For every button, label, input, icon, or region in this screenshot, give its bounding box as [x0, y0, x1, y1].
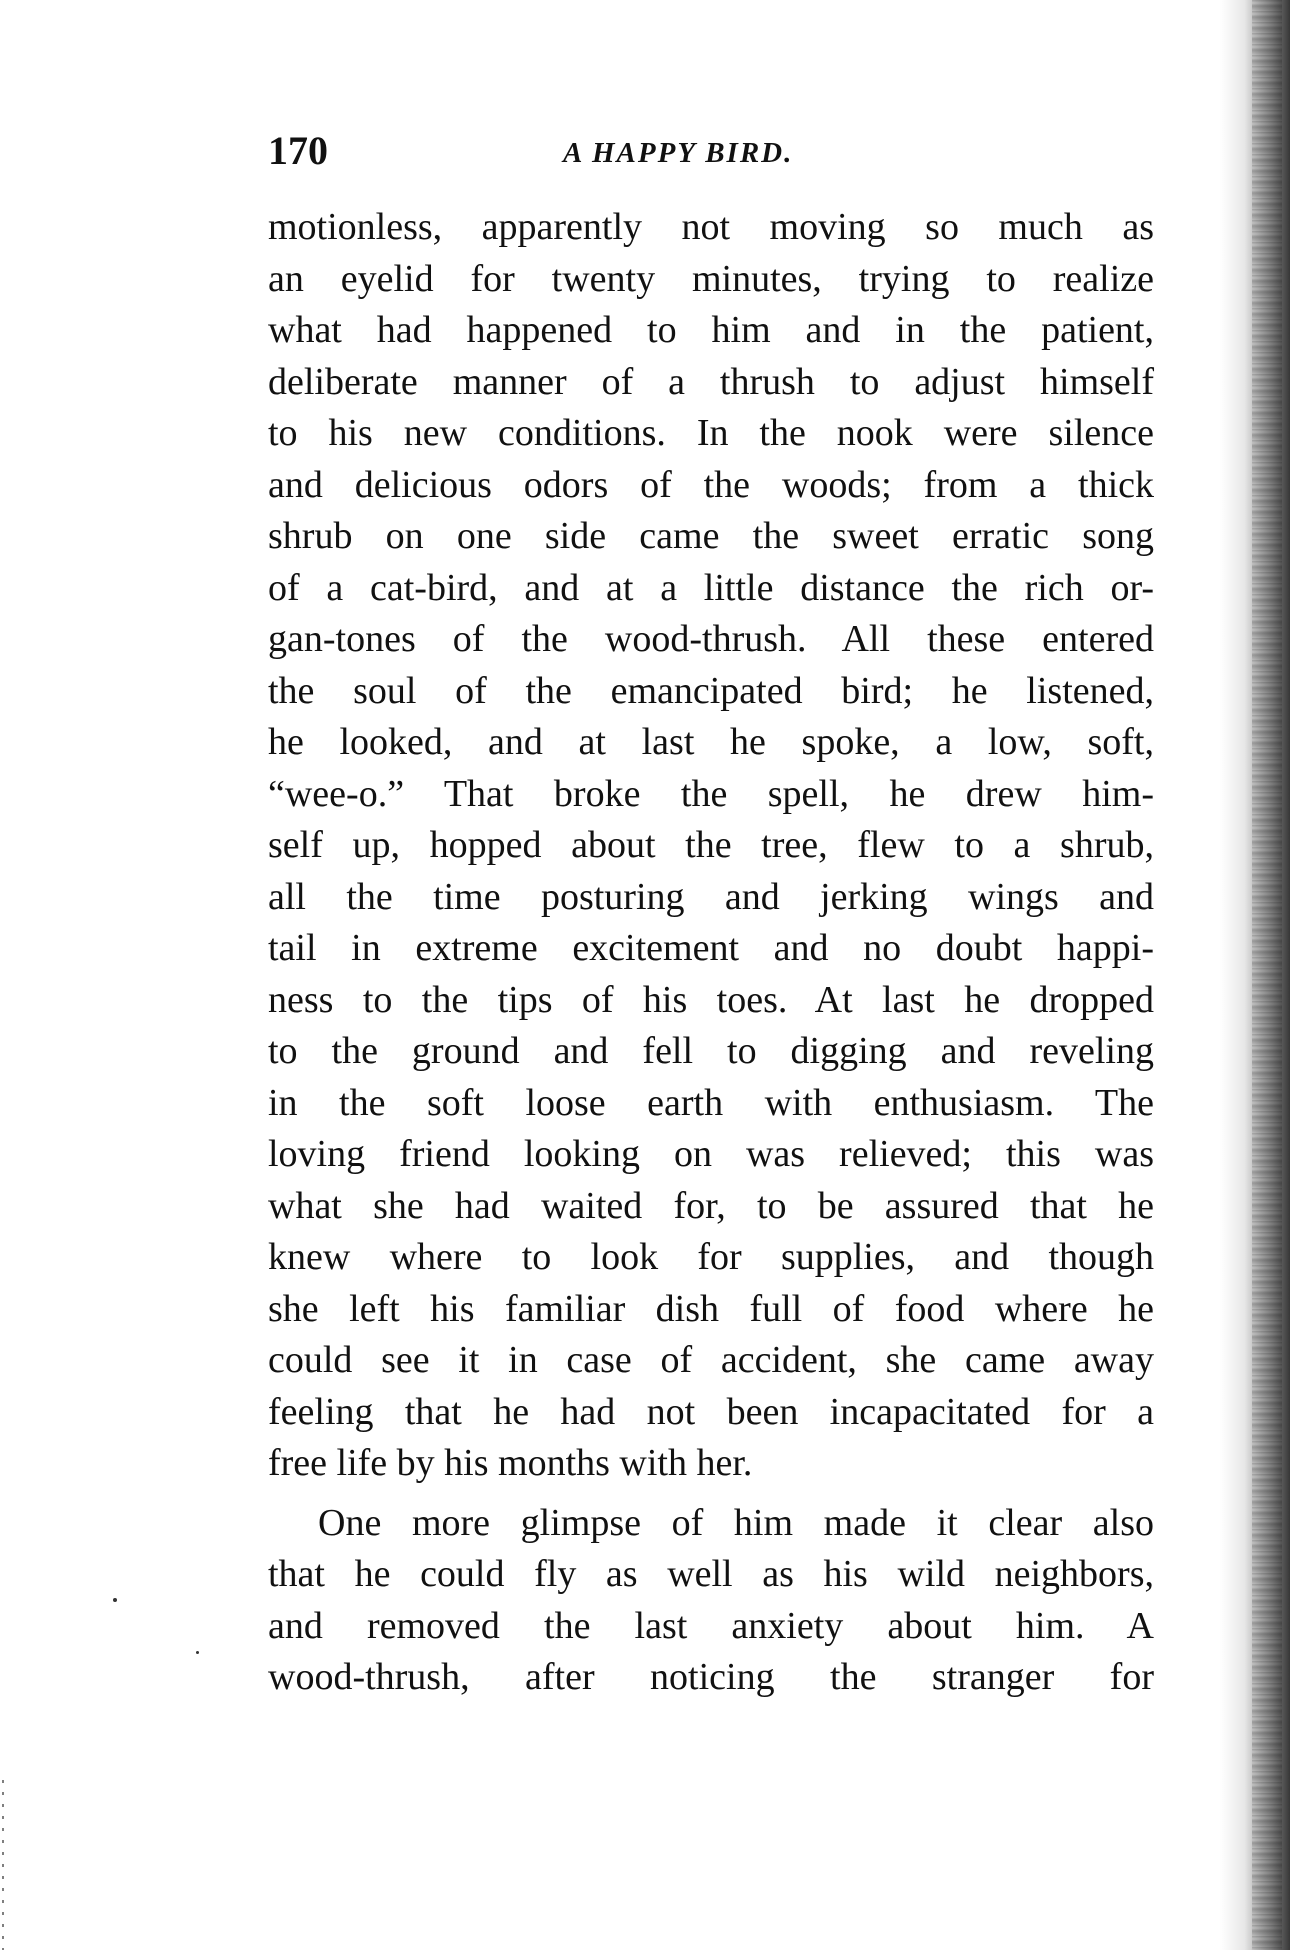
running-head — [268, 126, 1148, 176]
text-line: that he could fly as well as his wild neighbors, — [268, 1553, 1154, 1595]
paragraph-1 — [268, 202, 1154, 1490]
text-line: he looked, and at last he spoke, a low, soft, — [268, 721, 1154, 763]
text-line: shrub on one side came the sweet erratic song — [268, 515, 1154, 557]
text-line: free life by his months with her. — [268, 1442, 753, 1484]
text-line: wood-thrush, after noticing the stranger for — [268, 1656, 1154, 1698]
text-line: ness to the tips of his toes. At last he dropped — [268, 978, 1154, 1021]
text-line: loving friend looking on was relieved; this was — [268, 1133, 1154, 1175]
text-line: she left his familiar dish full of food where he — [268, 1287, 1154, 1330]
text-line: One more glimpse of him made it clear also — [318, 1501, 1154, 1544]
text-line: what had happened to him and in the patient, — [268, 309, 1154, 351]
running-title: A HAPPY BIRD. — [563, 137, 794, 169]
left-edge-marks — [2, 1780, 4, 1950]
paragraph-gap — [268, 1490, 1154, 1498]
text-line: the soul of the emancipated bird; he listened, — [268, 669, 1154, 712]
gutter-speckle — [1252, 0, 1282, 1950]
stray-mark — [113, 1598, 117, 1602]
text-line: “wee-o.” That broke the spell, he drew him- — [268, 772, 1154, 815]
text-line: tail in extreme excitement and no doubt happi- — [268, 927, 1154, 969]
text-line: to his new conditions. In the nook were silence — [268, 412, 1154, 454]
page-number: 170 — [268, 128, 328, 173]
text-line: and delicious odors of the woods; from a thick — [268, 463, 1154, 506]
text-line: and removed the last anxiety about him. A — [268, 1604, 1154, 1647]
text-line: an eyelid for twenty minutes, trying to realize — [268, 257, 1154, 300]
body-text — [268, 202, 1154, 1704]
text-line: feeling that he had not been incapacitated for a — [268, 1390, 1154, 1433]
text-line: could see it in case of accident, she came away — [268, 1339, 1154, 1381]
text-line: gan-tones of the wood-thrush. All these entered — [268, 618, 1154, 660]
paragraph-2 — [268, 1498, 1154, 1704]
text-line: motionless, apparently not moving so much as — [268, 206, 1154, 248]
text-line: deliberate manner of a thrush to adjust himself — [268, 360, 1154, 403]
text-line: self up, hopped about the tree, flew to a shrub, — [268, 824, 1154, 866]
text-line: to the ground and fell to digging and reveling — [268, 1030, 1154, 1072]
text-line: in the soft loose earth with enthusiasm. The — [268, 1081, 1154, 1124]
text-line: all the time posturing and jerking wings and — [268, 875, 1154, 918]
text-line: knew where to look for supplies, and though — [268, 1236, 1154, 1278]
stray-mark — [196, 1651, 199, 1654]
text-line: of a cat-bird, and at a little distance the rich or- — [268, 566, 1154, 609]
text-line: what she had waited for, to be assured that he — [268, 1184, 1154, 1227]
